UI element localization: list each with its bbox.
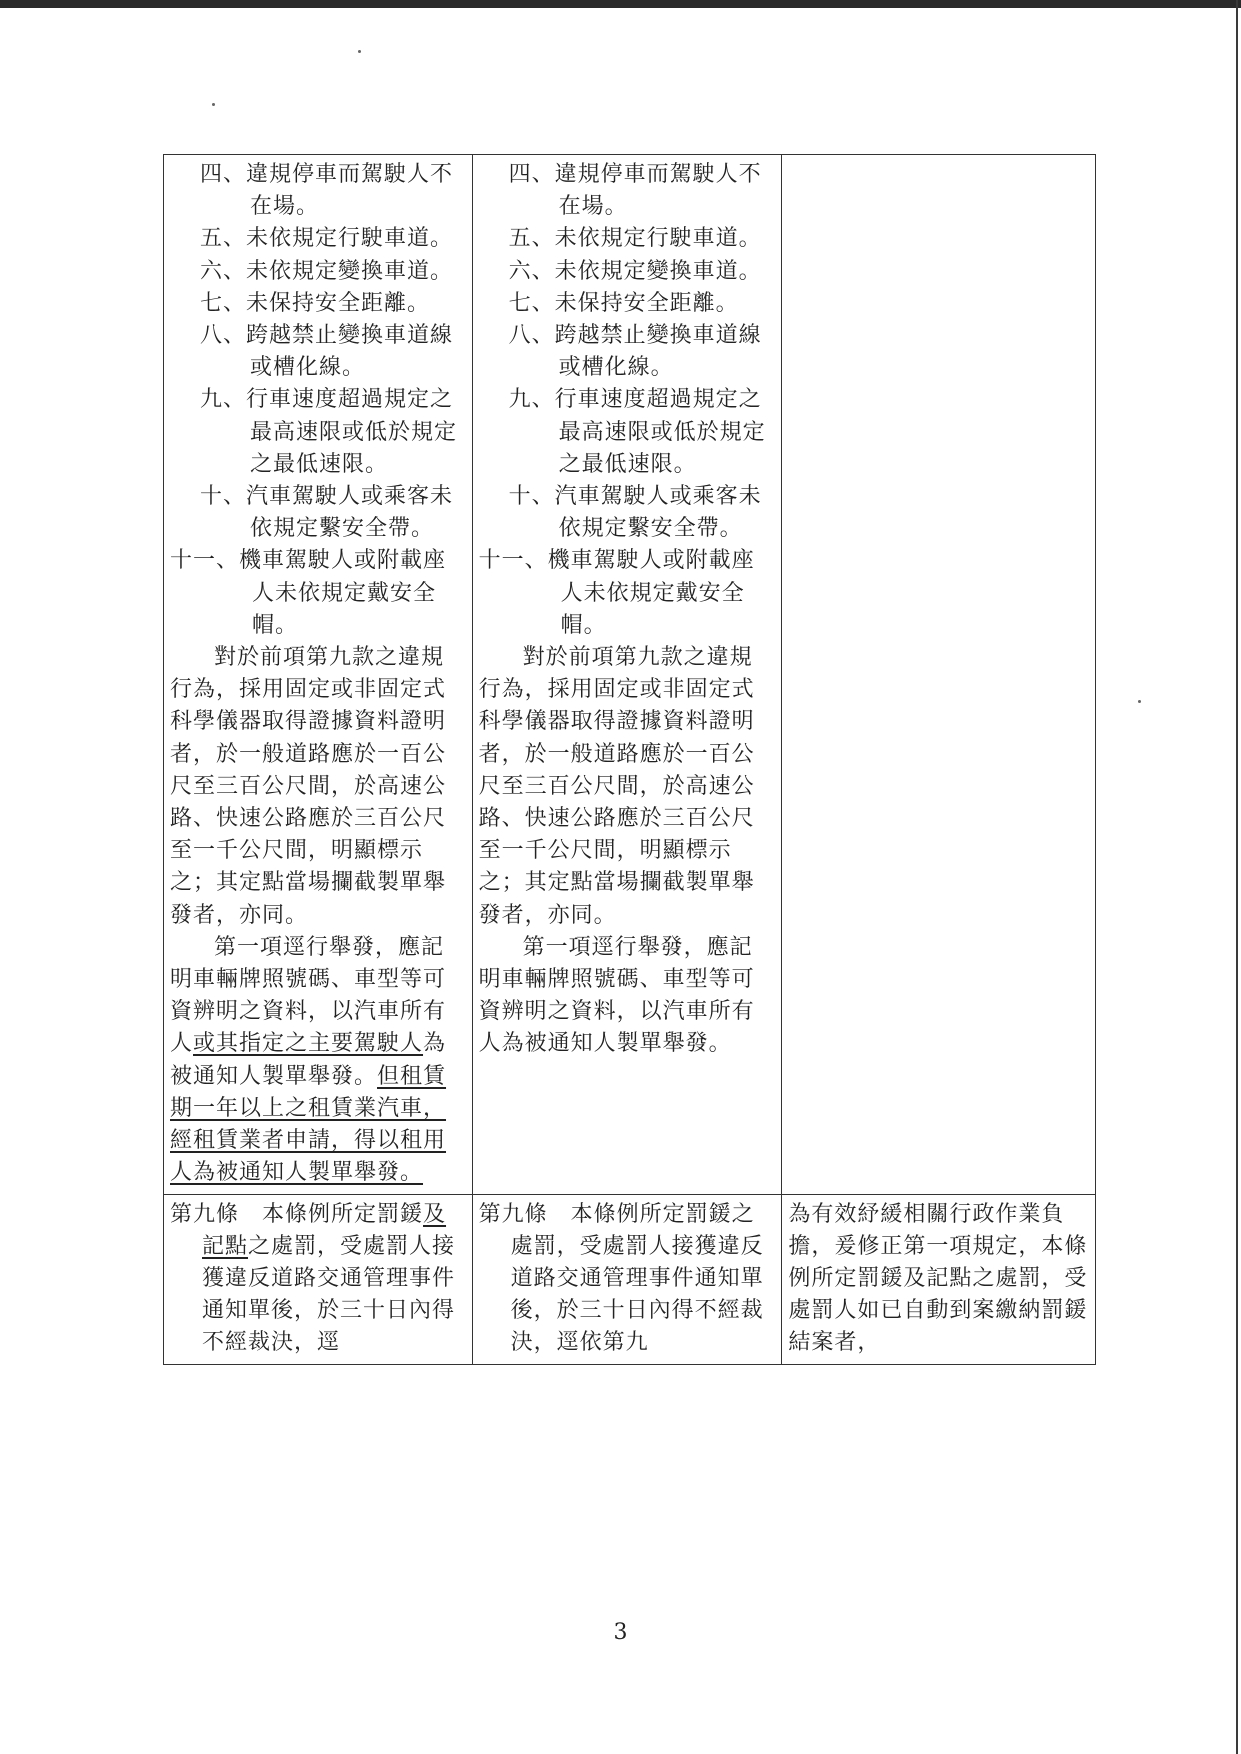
- underlined-amendment: 及記點: [202, 1201, 447, 1259]
- page-number: 3: [613, 1620, 628, 1645]
- paragraph: 對於前項第九款之違規行為，採用固定或非固定式科學儀器取得證據資料證明者，於一般道路應於一百公尺至三百公尺間，於高速公路、快速公路應於三百公尺至一千公尺間，明顯標示之；其定點當場攔截製單舉發者，亦同。: [478, 645, 755, 928]
- comparison-table: [163, 154, 1096, 1365]
- article-text-part: 第九條 本條例所定罰鍰: [170, 1201, 424, 1227]
- list-item: 四、違規停車而駕駛人不在場。: [508, 162, 762, 220]
- scan-right-edge: [1236, 0, 1238, 1754]
- list-item: 十一、機車駕駛人或附載座人未依規定戴安全帽。: [478, 548, 755, 638]
- explanation-cell: [782, 155, 1096, 1195]
- paragraph: 對於前項第九款之違規行為，採用固定或非固定式科學儀器取得證據資料證明者，於一般道路應於一百公尺至三百公尺間，於高速公路、快速公路應於三百公尺至一千公尺間，明顯標示之；其定點當場攔截製單舉發者，亦同。: [170, 645, 447, 928]
- scan-speck: [358, 50, 361, 53]
- list-item: 十一、機車駕駛人或附載座人未依規定戴安全帽。: [170, 548, 447, 638]
- list-item: 七、未保持安全距離。: [508, 290, 739, 316]
- list-item: 九、行車速度超過規定之最高速限或低於規定之最低速限。: [508, 387, 766, 477]
- list-item: 九、行車速度超過規定之最高速限或低於規定之最低速限。: [200, 387, 458, 477]
- amended-article-cell: [164, 1194, 473, 1364]
- article-text: 第九條 本條例所定罰鍰之處罰，受處罰人接獲違反道路交通管理事件通知單後，於三十日內得不經裁決，逕依第九: [478, 1201, 764, 1356]
- amended-items: [170, 159, 466, 642]
- list-item: 十、汽車駕駛人或乘客未依規定繫安全帶。: [508, 484, 762, 542]
- article-text-part: 之處罰，受處罰人接獲違反道路交通管理事件通知單後，於三十日內得不經裁決，逕: [202, 1233, 456, 1356]
- paragraph-text: 為被通知人製單舉發。: [170, 1031, 447, 1089]
- list-item: 五、未依規定行駛車道。: [200, 226, 454, 252]
- scan-speck: [212, 103, 215, 106]
- article-text: [170, 1199, 466, 1360]
- explanation-text: 為有效紓緩相關行政作業負擔，爰修正第一項規定，本條例所定罰鍰及記點之處罰，受處罰人如已自動到案繳納罰鍰結案者，: [788, 1201, 1088, 1356]
- underlined-amendment: 或其指定之主要駕駛人: [193, 1031, 424, 1057]
- list-item: 四、違規停車而駕駛人不在場。: [200, 162, 454, 220]
- list-item: 八、跨越禁止變換車道線或槽化線。: [508, 323, 762, 381]
- current-items: [479, 159, 776, 642]
- list-item: 六、未依規定變換車道。: [200, 258, 454, 284]
- table-row: [164, 1194, 1096, 1364]
- list-item: 七、未保持安全距離。: [200, 290, 431, 316]
- table-row: [164, 155, 1096, 1195]
- list-item: 八、跨越禁止變換車道線或槽化線。: [200, 323, 454, 381]
- list-item: 十、汽車駕駛人或乘客未依規定繫安全帶。: [200, 484, 454, 542]
- amended-text-cell: [164, 155, 473, 1195]
- list-item: 六、未依規定變換車道。: [508, 258, 762, 284]
- current-article-cell: [472, 1194, 782, 1364]
- scan-top-border: [0, 0, 1241, 8]
- scan-speck: [1138, 700, 1141, 703]
- explanation-cell: [782, 1194, 1096, 1364]
- paragraph: 第一項逕行舉發，應記明車輛牌照號碼、車型等可資辨明之資料，以汽車所有人為被通知人製單舉發。: [478, 934, 755, 1057]
- paragraph: [170, 932, 466, 1190]
- underlined-amendment: 但租賃期一年以上之租賃業汽車，經租賃業者申請，得以租用人為被通知人製單舉發。: [170, 1063, 447, 1186]
- list-item: 五、未依規定行駛車道。: [508, 226, 762, 252]
- current-text-cell: [472, 155, 782, 1195]
- paragraph-text: 第一項逕行舉發，應記明車輛牌照號碼、車型等可資辨明之資料，以汽車所有人: [170, 934, 447, 1057]
